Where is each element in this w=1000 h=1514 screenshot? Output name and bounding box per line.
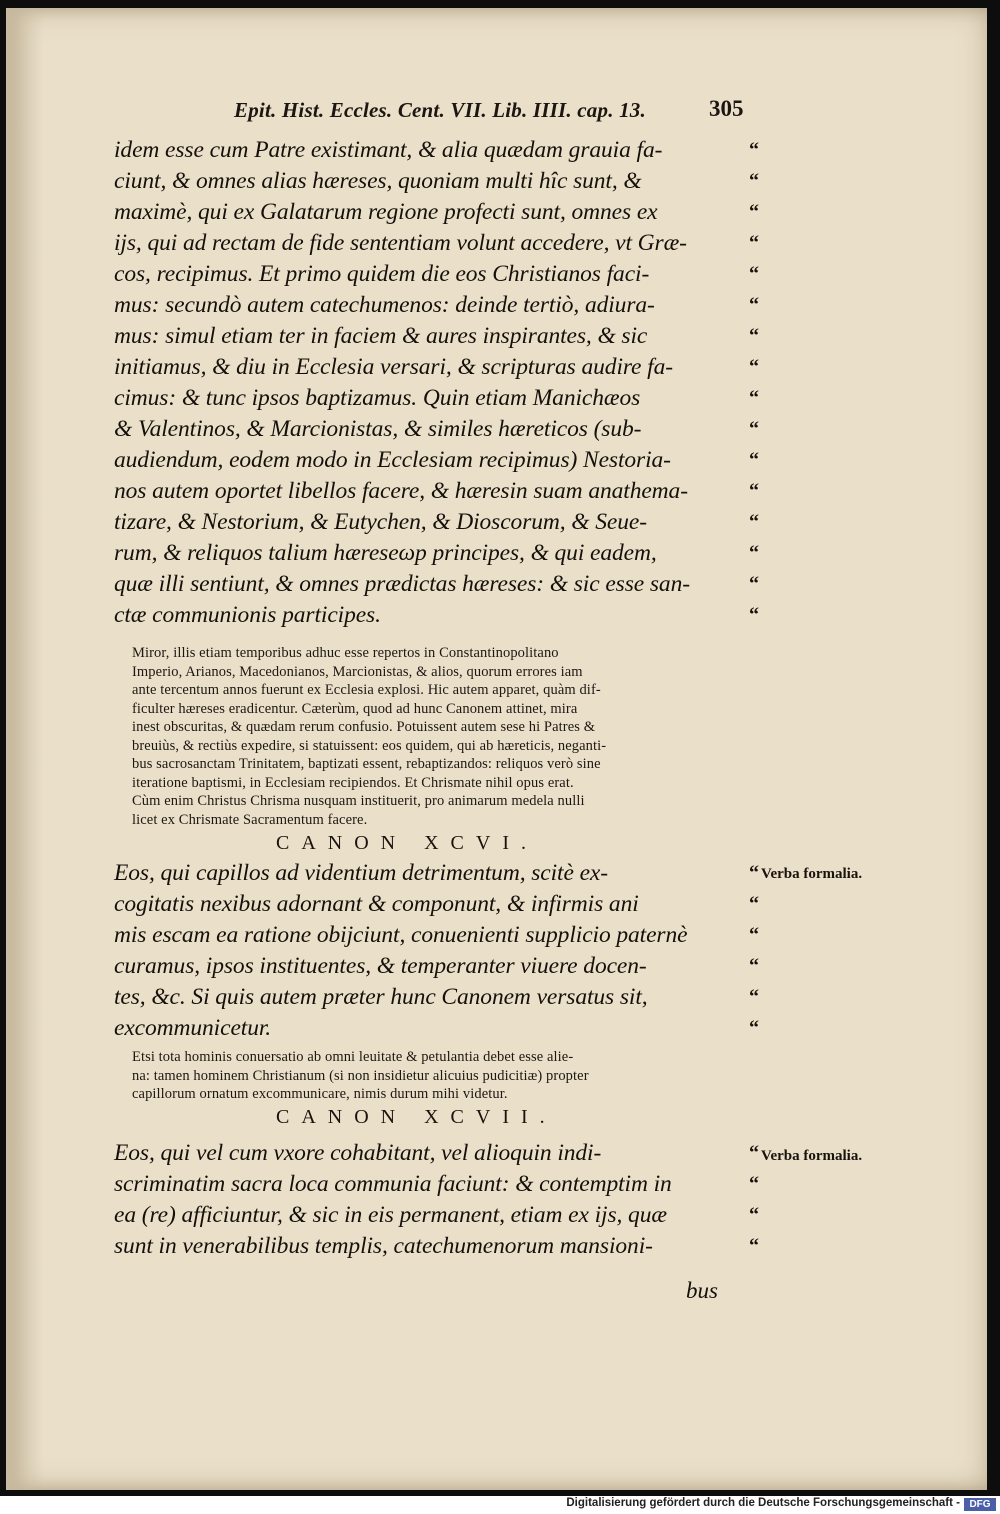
catchword: bus — [686, 1278, 718, 1303]
note-line: capillorum ornatum excommunicare, nimis durum mihi videtur. — [132, 1086, 508, 1102]
canon96-heading-block — [276, 826, 901, 860]
block1-quote-marks — [749, 135, 773, 631]
quote-mark: “ — [749, 604, 759, 626]
main-text-block — [114, 135, 739, 631]
text-line: cos, recipimus. Et primo quidem die eos Christianos faci- — [114, 261, 650, 287]
canon97-heading: CANON XCVII. — [276, 1106, 557, 1128]
note2-block — [132, 1048, 732, 1104]
quote-mark: “ — [749, 418, 759, 440]
text-line: cimus: & tunc ipsos baptizamus. Quin etiam Manichæos — [114, 385, 641, 411]
canon96-lines — [114, 858, 739, 1044]
note-line: licet ex Chrismate Sacramentum facere. — [132, 811, 368, 828]
quote-mark: “ — [749, 986, 759, 1008]
text-line: ciunt, & omnes alias hæreses, quoniam multi hîc sunt, & — [114, 168, 642, 194]
quote-mark: “ — [749, 139, 759, 161]
note-line: ante tercentum annos fuerunt ex Ecclesia explosi. Hic autem apparet, quàm dif- — [132, 682, 601, 698]
dfg-logo: DFG — [964, 1498, 996, 1511]
text-line: cogitatis nexibus adornant & componunt, & infirmis ani — [114, 891, 639, 917]
canon97-side-note: Verba formalia. — [761, 1148, 863, 1164]
text-line: ea (re) afficiuntur, & sic in eis permanent, etiam ex ijs, quæ — [114, 1202, 667, 1228]
canon97-heading-block — [276, 1100, 901, 1134]
note2-lines — [132, 1048, 732, 1104]
footer-bar — [0, 1496, 1000, 1514]
text-line: audiendum, eodem modo in Ecclesiam recipimus) Nestoria- — [114, 447, 671, 473]
quote-mark: “ — [749, 1173, 759, 1195]
quote-mark: “ — [749, 387, 759, 409]
quote-mark: “ — [749, 1235, 759, 1257]
text-line: scriminatim sacra loca communia faciunt: & contemptim in — [114, 1171, 672, 1197]
text-line: quæ illi sentiunt, & omnes prædictas hæreses: & sic esse san- — [114, 571, 690, 597]
canon96-heading: CANON XCVI. — [276, 832, 538, 854]
text-line: curamus, ipsos instituentes, & temperanter viuere docen- — [114, 953, 647, 979]
canon96-quote-marks — [749, 858, 773, 1044]
quote-mark: “ — [749, 1017, 759, 1039]
quote-mark: “ — [749, 294, 759, 316]
quote-mark: “ — [749, 1204, 759, 1226]
block1-lines — [114, 135, 739, 631]
note-line: na: tamen hominem Christianum (si non insidietur alicuius pudicitiæ) propter — [132, 1067, 589, 1084]
canon96-side-note: Verba formalia. — [761, 866, 863, 882]
note-line: inest obscuritas, & quædam rerum confusio. Potuissent autem sese hi Patres & — [132, 719, 596, 735]
quote-mark: “ — [749, 511, 759, 533]
quote-mark: “ — [749, 232, 759, 254]
note-line: iteratione baptismi, in Ecclesiam recipiendos. Et Chrismate nihil opus erat. — [132, 774, 574, 791]
text-line: idem esse cum Patre existimant, & alia quædam grauia fa- — [114, 137, 663, 163]
note-line: Imperio, Arianos, Macedonianos, Marcionistas, & alios, quorum errores iam — [132, 663, 583, 680]
text-line: nos autem oportet libellos facere, & hæresin suam anathema- — [114, 478, 688, 504]
quote-mark: “ — [749, 1142, 759, 1164]
quote-mark: “ — [749, 170, 759, 192]
quote-mark: “ — [749, 201, 759, 223]
text-line: Eos, qui capillos ad videntium detrimentum, scitè ex- — [114, 860, 608, 886]
text-line: ctæ communionis participes. — [114, 602, 381, 628]
note1-lines — [132, 644, 732, 829]
canon97-lines — [114, 1138, 739, 1262]
quote-mark: “ — [749, 573, 759, 595]
note-line: breuiùs, & rectiùs expedire, si statuissent: eos quidem, qui ab hæreticis, neganti- — [132, 737, 607, 754]
text-line: excommunicetur. — [114, 1015, 272, 1041]
quote-mark: “ — [749, 356, 759, 378]
note-line: bus sacrosanctam Trinitatem, baptizati essent, rebaptizandos: reliquos verò sine — [132, 756, 601, 772]
quote-mark: “ — [749, 893, 759, 915]
canon96-block — [114, 858, 739, 1044]
note-line: Etsi tota hominis conuersatio ab omni leuitate & petulantia debet esse alie- — [132, 1049, 574, 1065]
quote-mark: “ — [749, 480, 759, 502]
running-head: Epit. Hist. Eccles. Cent. VII. Lib. IIII. cap. 13. — [234, 98, 646, 122]
canon97-block — [114, 1138, 739, 1262]
note-line: Cùm enim Christus Chrisma nusquam instituerit, pro animarum medela nulli — [132, 793, 585, 809]
quote-mark: “ — [749, 325, 759, 347]
text-line: rum, & reliquos talium hæreseωp principes, & qui eadem, — [114, 540, 657, 566]
text-line: tes, &c. Si quis autem præter hunc Canonem versatus sit, — [114, 984, 648, 1010]
page-number: 305 — [709, 96, 744, 121]
quote-mark: “ — [749, 955, 759, 977]
text-line: mus: secundò autem catechumenos: deinde tertiò, adiura- — [114, 292, 655, 318]
text-line: mus: simul etiam ter in faciem & aures inspirantes, & sic — [114, 323, 648, 349]
quote-mark: “ — [749, 924, 759, 946]
text-line: mis escam ea ratione obijciunt, conuenienti supplicio paternè — [114, 922, 688, 948]
text-line: & Valentinos, & Marcionistas, & similes hæreticos (sub- — [114, 416, 642, 442]
text-line: initiamus, & diu in Ecclesia versari, & scripturas audire fa- — [114, 354, 673, 380]
note-line: Miror, illis etiam temporibus adhuc esse repertos in Constantinopolitano — [132, 645, 559, 661]
text-line: ijs, qui ad rectam de fide sententiam volunt accedere, vt Græ- — [114, 230, 687, 256]
quote-mark: “ — [749, 263, 759, 285]
text-line: Eos, qui vel cum vxore cohabitant, vel alioquin indi- — [114, 1140, 602, 1166]
quote-mark: “ — [749, 862, 759, 884]
text-line: tizare, & Nestorium, & Eutychen, & Dioscorum, & Seue- — [114, 509, 647, 535]
text-line: maximè, qui ex Galatarum regione profecti sunt, omnes ex — [114, 199, 658, 225]
text-line: sunt in venerabilibus templis, catechumenorum mansioni- — [114, 1233, 653, 1259]
quote-mark: “ — [749, 449, 759, 471]
note-line: ficulter hæreses eradicentur. Cæterùm, quod ad hunc Canonem attinet, mira — [132, 700, 578, 717]
quote-mark: “ — [749, 542, 759, 564]
note1-block — [132, 644, 732, 829]
book-page — [6, 8, 987, 1490]
footer-credit: Digitalisierung gefördert durch die Deutsche Forschungsgemeinschaft - — [566, 1497, 960, 1509]
